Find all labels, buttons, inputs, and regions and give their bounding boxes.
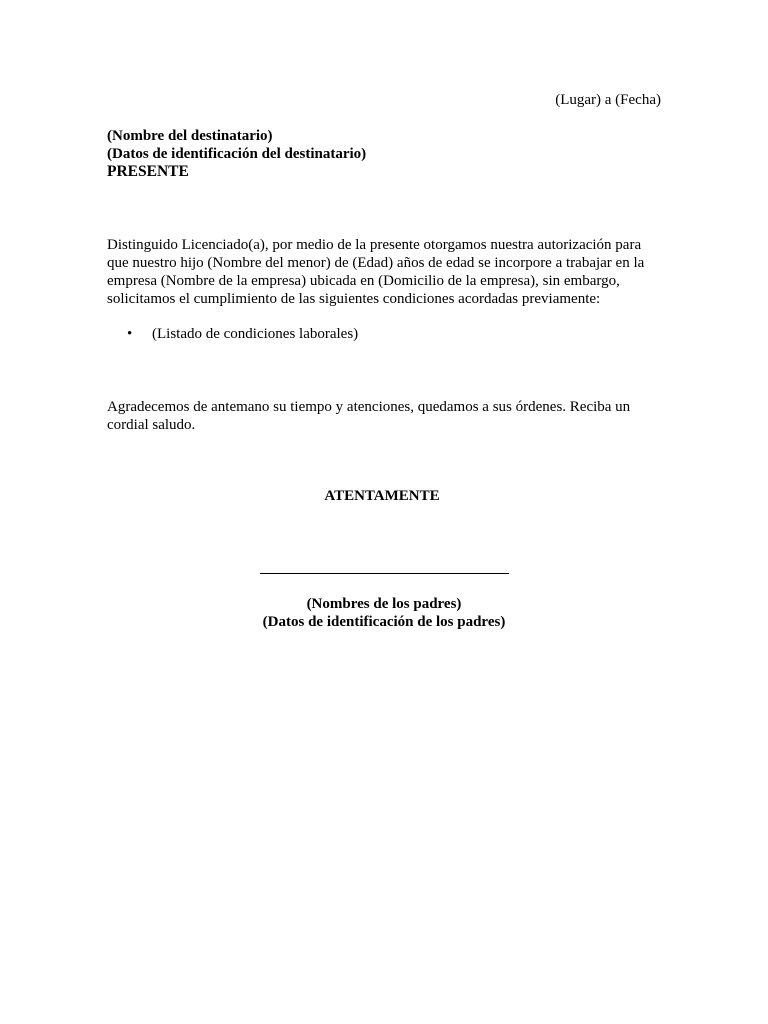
closing-line: Agradecemos de antemano su tiempo y atenciones, quedamos a sus órdenes. Reciba un xyxy=(107,399,631,415)
atentamente-heading: ATENTAMENTE xyxy=(324,488,440,504)
closing-paragraph xyxy=(107,398,667,434)
place-date: (Lugar) a (Fecha) xyxy=(555,92,661,108)
presente-heading: PRESENTE xyxy=(107,163,189,180)
list-item xyxy=(107,325,358,343)
signer-identification: (Datos de identificación de los padres) xyxy=(262,614,506,630)
body-line: que nuestro hijo (Nombre del menor) de (Edad) años de edad se incorpore a trabajar en la xyxy=(107,255,645,271)
bullet-icon: • xyxy=(127,326,133,342)
signature-line xyxy=(260,573,509,574)
body-line: Distinguido Licenciado(a), por medio de la presente otorgamos nuestra autorización para xyxy=(107,237,642,253)
body-paragraph xyxy=(107,236,667,308)
closing-line: cordial saludo. xyxy=(107,417,196,433)
body-line: empresa (Nombre de la empresa) ubicada en (Domicilio de la empresa), sin embargo, xyxy=(107,273,620,289)
recipient-identification: (Datos de identificación del destinatario) xyxy=(107,146,367,162)
body-line: solicitamos el cumplimiento de las siguientes condiciones acordadas previamente: xyxy=(107,291,601,307)
condition-text: (Listado de condiciones laborales) xyxy=(152,326,359,342)
signer-names: (Nombres de los padres) xyxy=(306,596,462,612)
recipient-name: (Nombre del destinatario) xyxy=(107,128,273,144)
conditions-list xyxy=(107,325,358,343)
